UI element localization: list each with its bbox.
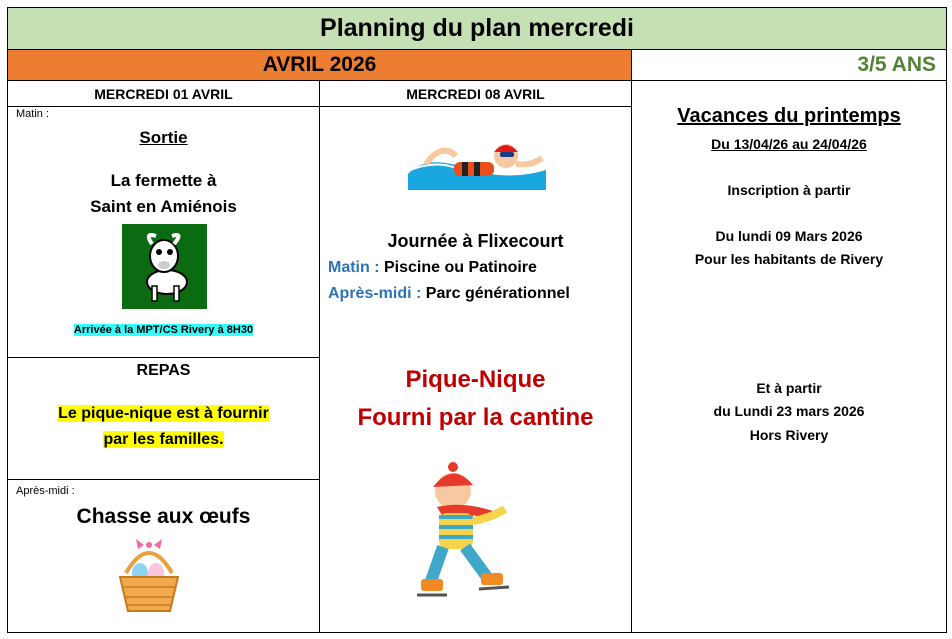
holiday-dates: Du 13/04/26 au 24/04/26 bbox=[711, 136, 867, 152]
age-group-text: 3/5 ANS bbox=[857, 53, 936, 76]
place-line-1: La fermette à bbox=[110, 171, 217, 190]
place-line-2: Saint en Amiénois bbox=[90, 197, 237, 216]
activity-title: Sortie bbox=[139, 128, 188, 147]
afternoon-activity: Chasse aux œufs bbox=[76, 505, 251, 528]
arrival-note-text: Arrivée à la MPT/CS Rivery à 8H30 bbox=[73, 324, 254, 336]
swimmer-icon bbox=[406, 134, 549, 194]
picnic-line-2: Fourni par la cantine bbox=[357, 404, 594, 431]
meal-line-2 bbox=[8, 431, 319, 449]
month-text: AVRIL 2026 bbox=[262, 53, 377, 76]
and-from-label: Et à partir bbox=[756, 380, 822, 396]
meal-line-2-text: par les familles. bbox=[103, 431, 224, 448]
column-wed-08 bbox=[319, 80, 632, 633]
month-banner bbox=[7, 49, 632, 81]
morning-label: Matin : bbox=[328, 259, 380, 276]
afternoon-label: Après-midi : bbox=[328, 285, 422, 302]
holiday-info-column bbox=[631, 80, 947, 633]
residents-date: Du lundi 09 Mars 2026 bbox=[715, 228, 863, 244]
ice-skater-icon bbox=[413, 461, 523, 611]
residents-label: Pour les habitants de Rivery bbox=[694, 251, 884, 267]
arrival-note bbox=[8, 324, 319, 336]
age-group-banner bbox=[631, 49, 947, 81]
afternoon-label: Après-midi : bbox=[16, 485, 75, 497]
column-date-header: MERCREDI 08 AVRIL bbox=[320, 81, 631, 107]
page-title bbox=[7, 7, 947, 50]
picnic-line-1: Pique-Nique bbox=[405, 366, 546, 393]
holiday-title: Vacances du printemps bbox=[677, 105, 901, 127]
divider bbox=[8, 357, 319, 358]
afternoon-line bbox=[328, 285, 570, 303]
afternoon-activity: Parc générationnel bbox=[425, 285, 570, 302]
divider bbox=[8, 479, 319, 480]
morning-line bbox=[328, 259, 537, 277]
day-title: Journée à Flixecourt bbox=[387, 231, 564, 251]
goat-icon bbox=[122, 224, 207, 309]
title-text: Planning du plan mercredi bbox=[320, 14, 634, 42]
meal-title: REPAS bbox=[136, 362, 191, 379]
column-date-header: MERCREDI 01 AVRIL bbox=[8, 81, 319, 107]
morning-activity: Piscine ou Patinoire bbox=[384, 259, 537, 276]
meal-line-1 bbox=[8, 405, 319, 423]
inscription-label: Inscription à partir bbox=[727, 182, 851, 198]
column-wed-01 bbox=[7, 80, 320, 633]
others-label: Hors Rivery bbox=[749, 427, 829, 443]
others-date: du Lundi 23 mars 2026 bbox=[713, 403, 865, 419]
easter-basket-icon bbox=[114, 537, 184, 615]
meal-line-1-text: Le pique-nique est à fournir bbox=[58, 405, 269, 422]
morning-label: Matin : bbox=[16, 108, 50, 120]
